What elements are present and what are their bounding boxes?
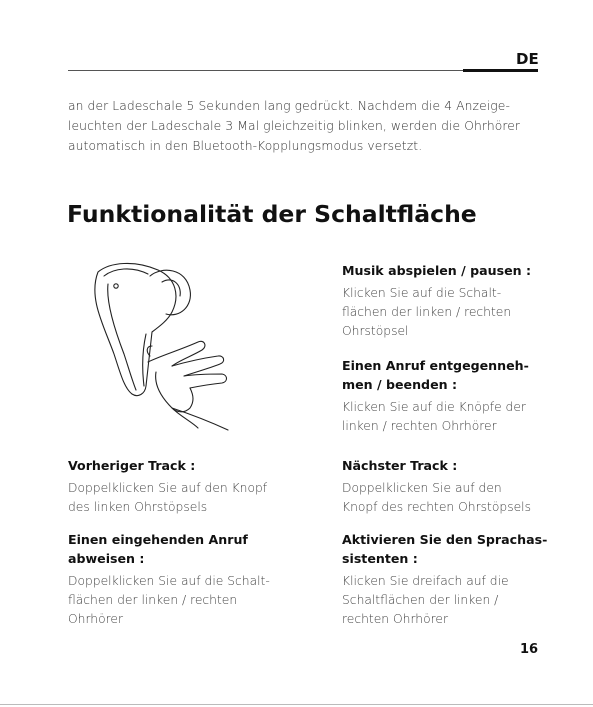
earbud-touch-illustration xyxy=(80,262,255,432)
function-reject-call xyxy=(68,530,283,629)
function-voice-assistant xyxy=(342,530,557,629)
function-title-line: Musik abspielen / pausen : xyxy=(342,263,532,278)
function-description xyxy=(68,479,283,517)
language-code: DE xyxy=(516,50,539,68)
function-answer-end xyxy=(342,356,557,436)
function-description xyxy=(342,572,557,629)
function-description xyxy=(342,284,557,341)
function-desc-line: linken / rechten Ohrhörer xyxy=(342,419,497,433)
function-description xyxy=(342,398,557,436)
intro-paragraph xyxy=(68,96,543,156)
function-desc-line: flächen der linken / rechten xyxy=(68,593,238,607)
function-desc-line: Doppelklicken Sie auf den xyxy=(342,481,502,495)
function-play-pause xyxy=(342,261,557,341)
function-title-line: Vorheriger Track : xyxy=(68,458,196,473)
function-title-line: Nächster Track : xyxy=(342,458,458,473)
function-title-line: Aktivieren Sie den Sprachas- xyxy=(342,532,548,547)
function-desc-line: Schaltflächen der linken / xyxy=(342,593,499,607)
function-title xyxy=(68,456,283,475)
function-title xyxy=(68,530,283,568)
function-title-line: men / beenden : xyxy=(342,377,458,392)
function-title-line: abweisen : xyxy=(68,551,145,566)
function-desc-line: Doppelklicken Sie auf die Schalt- xyxy=(68,574,270,588)
function-description xyxy=(342,479,557,517)
function-desc-line: flächen der linken / rechten xyxy=(342,305,512,319)
function-previous-track xyxy=(68,456,283,517)
function-desc-line: Ohrhörer xyxy=(68,612,124,626)
function-desc-line: Klicken Sie dreifach auf die xyxy=(342,574,509,588)
function-title xyxy=(342,356,557,394)
function-title xyxy=(342,261,557,280)
function-desc-line: rechten Ohrhörer xyxy=(342,612,449,626)
section-heading: Funktionalität der Schaltfläche xyxy=(67,200,477,228)
function-title-line: Einen eingehenden Anruf xyxy=(68,532,248,547)
intro-line: leuchten der Ladeschale 3 Mal gleichzeitig blinken, werden die Ohrhörer xyxy=(68,119,521,133)
page-bottom-edge xyxy=(0,704,593,705)
function-title xyxy=(342,456,557,475)
function-title-line: Einen Anruf entgegenneh- xyxy=(342,358,529,373)
function-desc-line: Doppelklicken Sie auf den Knopf xyxy=(68,481,268,495)
page-number: 16 xyxy=(520,642,539,657)
header-rule-accent xyxy=(463,69,538,72)
function-next-track xyxy=(342,456,557,517)
function-desc-line: Knopf des rechten Ohrstöpsels xyxy=(342,500,531,514)
function-title-line: sistenten : xyxy=(342,551,418,566)
function-desc-line: des linken Ohrstöpsels xyxy=(68,500,208,514)
function-desc-line: Ohrstöpsel xyxy=(342,324,409,338)
intro-line: an der Ladeschale 5 Sekunden lang gedrückt. Nachdem die 4 Anzeige- xyxy=(68,99,510,113)
function-desc-line: Klicken Sie auf die Knöpfe der xyxy=(342,400,526,414)
function-desc-line: Klicken Sie auf die Schalt- xyxy=(342,286,502,300)
intro-line: automatisch in den Bluetooth-Kopplungsmodus versetzt. xyxy=(68,139,423,153)
function-title xyxy=(342,530,557,568)
function-description xyxy=(68,572,283,629)
